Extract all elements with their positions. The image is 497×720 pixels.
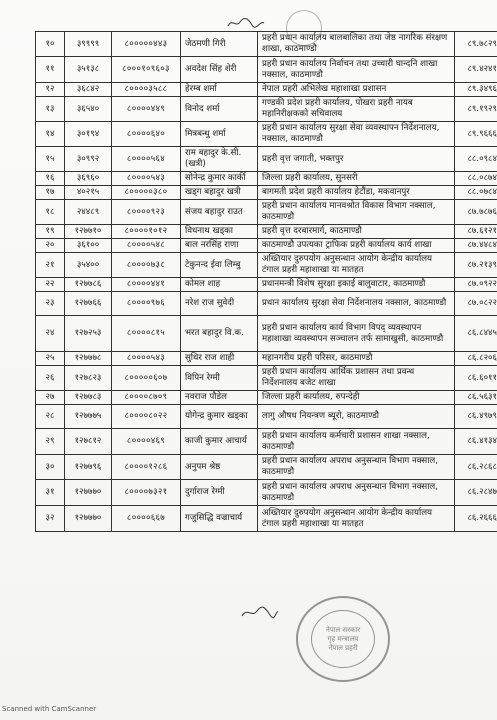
office-name: अख्तियार दुरुपयोग अनुसन्धान आयोग केन्द्रीय कार्यालय टंगाल प्रहरी महाशाखा या मातहत bbox=[258, 506, 455, 532]
roll-number: १२७७१० bbox=[65, 225, 112, 239]
row-serial: १८ bbox=[36, 200, 65, 225]
score-value: ८६.४१३४ bbox=[455, 429, 497, 455]
office-name: प्रहरी प्रधान कार्यालय बालबालिका तथा जेष्ठ नागरिक संरक्षण शाखा, काठमाण्डौ bbox=[258, 32, 455, 57]
merit-list-body bbox=[36, 32, 497, 532]
score-value: ८६.८२०६ bbox=[455, 352, 497, 366]
office-name: गण्डकी प्रदेश प्रहरी कार्यालय, पोखरा प्रहरी नायब महानिरीक्षकको सचिवालय bbox=[258, 97, 455, 122]
roll-number: ३०९९२ bbox=[65, 147, 112, 172]
symbol-number: ८००००६६७ bbox=[112, 506, 181, 532]
score-value: ८८.०९८४ bbox=[455, 147, 497, 172]
roll-number: ३६५४० bbox=[65, 97, 112, 122]
row-serial: २८ bbox=[36, 405, 65, 429]
office-name: बागमती प्रदेश प्रहरी कार्यालय हेटौंडा, मकवानपुर bbox=[258, 186, 455, 200]
row-serial: ३२ bbox=[36, 506, 65, 532]
seal-text: नेपाल सरकार bbox=[325, 625, 361, 634]
score-value: ८६.२८४७ bbox=[455, 480, 497, 506]
roll-number: १२७७७० bbox=[65, 506, 112, 532]
roll-number: १२७७६६ bbox=[65, 292, 112, 316]
symbol-number: ८००००७३८ bbox=[112, 253, 181, 278]
symbol-number: ८००००१०१२ bbox=[112, 225, 181, 239]
roll-number: ३५१३८ bbox=[65, 57, 112, 83]
candidate-name: बाल नरसिंह राणा bbox=[181, 239, 258, 253]
row-serial: १५ bbox=[36, 147, 65, 172]
table-row bbox=[36, 429, 497, 455]
candidate-name: अवदेश सिंह शेरी bbox=[181, 57, 258, 83]
row-serial: २५ bbox=[36, 352, 65, 366]
office-name: प्रहरी वृत्त दरबारमार्ग, काठमाण्डौ bbox=[258, 225, 455, 239]
candidate-name: गजुसिद्धि वज्राचार्य bbox=[181, 506, 258, 532]
row-serial: १३ bbox=[36, 97, 65, 122]
symbol-number: ८०००००४४३ bbox=[112, 32, 181, 57]
roll-number: १२७८१२ bbox=[65, 429, 112, 455]
score-value: ८६.६०११ bbox=[455, 366, 497, 391]
score-value: ८६.५६३१ bbox=[455, 391, 497, 405]
row-serial: २४ bbox=[36, 316, 65, 352]
candidate-name: टेकुनन्द ईवा लिम्बु bbox=[181, 253, 258, 278]
office-name: अख्तियार दुरुपयोग अनुसन्धान आयोग केन्द्रीय कार्यालय टंगाल प्रहरी महाशाखा या मातहत bbox=[258, 253, 455, 278]
score-value: ८६.२६६६ bbox=[455, 506, 497, 532]
table-row bbox=[36, 57, 497, 83]
table-row bbox=[36, 253, 497, 278]
symbol-number: ८००००९२३ bbox=[112, 200, 181, 225]
table-row bbox=[36, 316, 497, 352]
candidate-name: कोमल शाह bbox=[181, 278, 258, 292]
office-name: प्रहरी प्रधान कार्यालय कर्मचारी प्रशासन शाखा नक्साल, काठमाण्डौ bbox=[258, 429, 455, 455]
symbol-number: ८०००००६०७ bbox=[112, 366, 181, 391]
candidate-name: सोनेन्द्र कुमार कार्की bbox=[181, 172, 258, 186]
signature-top-icon bbox=[226, 16, 266, 30]
row-serial: २२ bbox=[36, 278, 65, 292]
score-value: ८८.०८७४ bbox=[455, 172, 497, 186]
row-serial: ३१ bbox=[36, 480, 65, 506]
candidate-name: नवराज पौडेल bbox=[181, 391, 258, 405]
table-row bbox=[36, 405, 497, 429]
roll-number: ३६१०० bbox=[65, 239, 112, 253]
table-row bbox=[36, 83, 497, 97]
office-name: महानगरीय प्रहरी परिसर, काठमाण्डौ bbox=[258, 352, 455, 366]
symbol-number: ८००००५४३ bbox=[112, 172, 181, 186]
office-name: प्रधानमन्त्री विशेष सुरक्षा इकाई बालुवाटार, काठमाण्डौ bbox=[258, 278, 455, 292]
symbol-number: ८००००४६९ bbox=[112, 429, 181, 455]
table-row bbox=[36, 172, 497, 186]
score-value: ८९.४२४१ bbox=[455, 57, 497, 83]
score-value: ८७.४४८४ bbox=[455, 239, 497, 253]
table-row bbox=[36, 122, 497, 147]
candidate-name: योगेन्द्र कुमार खड्का bbox=[181, 405, 258, 429]
table-row bbox=[36, 147, 497, 172]
roll-number: १२७२५३ bbox=[65, 316, 112, 352]
candidate-name: हेरम्ब शर्मा bbox=[181, 83, 258, 97]
office-name: लागु औषध नियन्त्रण ब्यूरो, काठमाण्डौ bbox=[258, 405, 455, 429]
signature-bottom-icon bbox=[240, 604, 280, 620]
roll-number: १२७७९६ bbox=[65, 455, 112, 480]
table-row bbox=[36, 506, 497, 532]
candidate-name: अनुपम श्रेष्ठ bbox=[181, 455, 258, 480]
score-value: ८९.९६६६ bbox=[455, 122, 497, 147]
score-value: ८९.३४९६ bbox=[455, 83, 497, 97]
symbol-number: ८०००००३८० bbox=[112, 186, 181, 200]
table-row bbox=[36, 292, 497, 316]
row-serial: ११ bbox=[36, 57, 65, 83]
candidate-name: संजय बहादुर राउत bbox=[181, 200, 258, 225]
table-row bbox=[36, 225, 497, 239]
symbol-number: ८००००६४० bbox=[112, 122, 181, 147]
symbol-number: ८००००४४९ bbox=[112, 97, 181, 122]
roll-number: ३०१९४ bbox=[65, 122, 112, 147]
row-serial: २७ bbox=[36, 391, 65, 405]
row-serial: २९ bbox=[36, 429, 65, 455]
row-serial: १४ bbox=[36, 122, 65, 147]
office-name: प्रहरी प्रधान कार्यालय अपराध अनुसन्धान विभाग नक्साल, काठमाण्डौ bbox=[258, 480, 455, 506]
official-seal-inner bbox=[311, 610, 375, 668]
candidate-name: मित्रबन्धु शर्मा bbox=[181, 122, 258, 147]
row-serial: १९ bbox=[36, 225, 65, 239]
symbol-number: ८००००९७६ bbox=[112, 292, 181, 316]
table-row bbox=[36, 186, 497, 200]
scanner-footer: Scanned with CamScanner bbox=[2, 705, 97, 713]
table-row bbox=[36, 200, 497, 225]
row-serial: १६ bbox=[36, 172, 65, 186]
symbol-number: ८००००४४१ bbox=[112, 278, 181, 292]
office-name: प्रहरी प्रधान कार्यालय मानवश्रोत विकास विभाग नक्साल, काठमाण्डौ bbox=[258, 200, 455, 225]
table-row bbox=[36, 391, 497, 405]
candidate-name: भरत बहादुर वि.क. bbox=[181, 316, 258, 352]
symbol-number: ८००००५६४ bbox=[112, 147, 181, 172]
table-row bbox=[36, 239, 497, 253]
seal-text: गृह मन्त्रालय bbox=[327, 634, 359, 643]
roll-number: २४४८९ bbox=[65, 200, 112, 225]
roll-number: ३९९९९ bbox=[65, 32, 112, 57]
row-serial: १७ bbox=[36, 186, 65, 200]
roll-number: १२७७८६ bbox=[65, 278, 112, 292]
roll-number: १२७८२३ bbox=[65, 366, 112, 391]
table-row bbox=[36, 480, 497, 506]
score-value: ८६.८४४५ bbox=[455, 316, 497, 352]
roll-number: ३५४०० bbox=[65, 253, 112, 278]
symbol-number: ८००००५४३ bbox=[112, 352, 181, 366]
row-serial: १० bbox=[36, 32, 65, 57]
office-name: प्रहरी प्रधान कार्यालय आर्थिक प्रशासन तथा प्रवन्ध निर्देशनालय बजेट शाखा bbox=[258, 366, 455, 391]
score-value: ८७.०९२२ bbox=[455, 278, 497, 292]
row-serial: २१ bbox=[36, 253, 65, 278]
office-name: प्रहरी प्रधान कार्यालय कार्य विभाग विपद् व्यवस्थापन महाशाखा व्यवस्थापन सञ्चालन तर्फ सामाखुसी, काठमाण्डौ bbox=[258, 316, 455, 352]
official-seal-icon bbox=[296, 596, 390, 682]
row-serial: २३ bbox=[36, 292, 65, 316]
office-name: प्रहरी प्रधान कार्यालय निर्वाचन तथा उच्चारी घान्दनि शाखा नक्साल, काठमाण्डौ bbox=[258, 57, 455, 83]
row-serial: २६ bbox=[36, 366, 65, 391]
score-value: ८७.६१२१ bbox=[455, 225, 497, 239]
office-name: प्रहरी प्रधान कार्यालय सुरक्षा सेवा व्यवस्थापन निर्देशनालय, नक्साल, काठमाण्डौ bbox=[258, 122, 455, 147]
office-name: प्रधान कार्यालय सुरक्षा सेवा निर्देशनालय नक्साल, काठमाण्डौ bbox=[258, 292, 455, 316]
table-row bbox=[36, 278, 497, 292]
score-value: ८६.४९७९ bbox=[455, 405, 497, 429]
office-name: जिल्ला प्रहरी कार्यालय, रुपन्देही bbox=[258, 391, 455, 405]
seal-text: नेपाल प्रहरी bbox=[328, 643, 358, 652]
candidate-name: राम बहादुर के.सी. (खत्री) bbox=[181, 147, 258, 172]
symbol-number: ८००००७३२१ bbox=[112, 480, 181, 506]
office-name: जिल्ला प्रहरी कार्यालय, सुनसरी bbox=[258, 172, 455, 186]
roll-number: १२७७७० bbox=[65, 480, 112, 506]
office-name: प्रहरी प्रधान कार्यालय अपराध अनुसन्धान विभाग नक्साल, काठमाण्डौ bbox=[258, 455, 455, 480]
candidate-name: दुर्गाराज रेग्मी bbox=[181, 480, 258, 506]
candidate-name: काजी कुमार आचार्य bbox=[181, 429, 258, 455]
candidate-name: विधनाथ खड्का bbox=[181, 225, 258, 239]
score-value: ८७.७८७६ bbox=[455, 200, 497, 225]
row-serial: १२ bbox=[36, 83, 65, 97]
candidate-name: विपिन रेग्मी bbox=[181, 366, 258, 391]
merit-list-table bbox=[35, 31, 497, 532]
symbol-number: ८००००८१५ bbox=[112, 316, 181, 352]
symbol-number: ८०००१०९६०३ bbox=[112, 57, 181, 83]
roll-number: १२७७८३ bbox=[65, 391, 112, 405]
roll-number: १२७७७५ bbox=[65, 405, 112, 429]
table-row bbox=[36, 32, 497, 57]
symbol-number: ८००००१२८६ bbox=[112, 455, 181, 480]
roll-number: ४०२१५ bbox=[65, 186, 112, 200]
office-name: नेपाल प्रहरी अभिलेख महाशाखा प्रशासन bbox=[258, 83, 455, 97]
symbol-number: ८००००८७०९ bbox=[112, 391, 181, 405]
symbol-number: ८००००८०२२ bbox=[112, 405, 181, 429]
roll-number: ३६८४२ bbox=[65, 83, 112, 97]
candidate-name: सुधिर राज शाही bbox=[181, 352, 258, 366]
table-row bbox=[36, 366, 497, 391]
score-value: ८७.०८२२ bbox=[455, 292, 497, 316]
score-value: ८६.२८६८ bbox=[455, 455, 497, 480]
row-serial: २० bbox=[36, 239, 65, 253]
roll-number: ३६९६० bbox=[65, 172, 112, 186]
table-row bbox=[36, 97, 497, 122]
office-name: प्रहरी वृत्त जगाती, भक्तपुर bbox=[258, 147, 455, 172]
score-value: ८८.०७८४ bbox=[455, 186, 497, 200]
score-value: ८७.२१३९ bbox=[455, 253, 497, 278]
candidate-name: खड्‌ग बहादुर खत्री bbox=[181, 186, 258, 200]
table-row bbox=[36, 455, 497, 480]
table-row bbox=[36, 352, 497, 366]
candidate-name: विनोद शर्मा bbox=[181, 97, 258, 122]
roll-number: १२७७७८ bbox=[65, 352, 112, 366]
office-name: काठमाण्डौ उपत्यका ट्राफिक प्रहरी कार्यालय कार्य शाखा bbox=[258, 239, 455, 253]
score-value: ८९.१९२९ bbox=[455, 97, 497, 122]
candidate-name: नरेश राज सुवेदी bbox=[181, 292, 258, 316]
symbol-number: ८००००३५८८ bbox=[112, 83, 181, 97]
row-serial: ३० bbox=[36, 455, 65, 480]
symbol-number: ८००००५४८ bbox=[112, 239, 181, 253]
candidate-name: जेठमणी गिरी bbox=[181, 32, 258, 57]
score-value: ८९.७८२९ bbox=[455, 32, 497, 57]
